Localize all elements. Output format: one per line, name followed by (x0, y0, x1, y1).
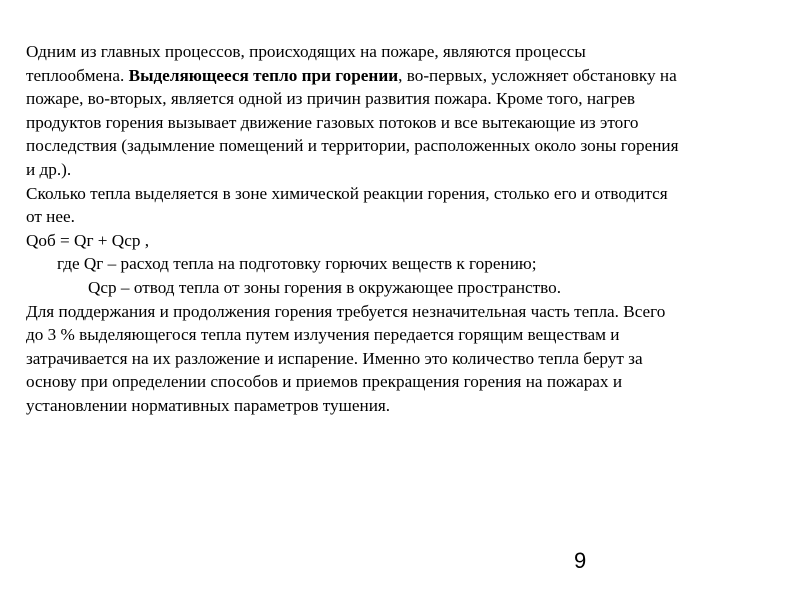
text-line: продуктов горения вызывает движение газовых потоков и все вытекающие из этого (26, 112, 639, 132)
text-line: и др.). (26, 159, 72, 179)
text-line: затрачивается на их разложение и испарение. Именно это количество тепла берут за (26, 348, 643, 368)
text-line: последствия (задымление помещений и территории, расположенных около зоны горения (26, 136, 679, 156)
text-line: до 3 % выделяющегося тепла путем излучения передается горящим веществам и (26, 325, 620, 345)
formula-qcp-line: Qср – отвод тепла от зоны горения в окружающее пространство. (88, 277, 562, 297)
text-line: основу при определении способов и приемов прекращения горения на пожарах и (26, 372, 623, 392)
text-line: установлении нормативных параметров тушения. (26, 395, 391, 415)
text-segment: , во-первых, усложняет обстановку на (398, 65, 677, 85)
text-line: от нее. (26, 207, 75, 227)
formula-where-line: где Qг – расход тепла на подготовку горючих веществ к горению; (57, 254, 537, 274)
text-line: Для поддержания и продолжения горения требуется незначительная часть тепла. Всего (26, 301, 666, 321)
text-line: Одним из главных процессов, происходящих на пожаре, являются процессы (26, 42, 586, 61)
text-line: пожаре, во-вторых, является одной из причин развития пожара. Кроме того, нагрев (26, 89, 636, 109)
text-segment: теплообмена. (26, 65, 129, 85)
page-number: 9 (574, 548, 587, 573)
bold-phrase: Выделяющееся тепло при горении (128, 65, 399, 85)
text-line: Сколько тепла выделяется в зоне химической реакции горения, столько его и отводится (26, 183, 668, 203)
text-line (26, 64, 782, 88)
formula-equation: Qоб = Qг + Qср , (26, 230, 150, 250)
body-text (26, 40, 782, 418)
